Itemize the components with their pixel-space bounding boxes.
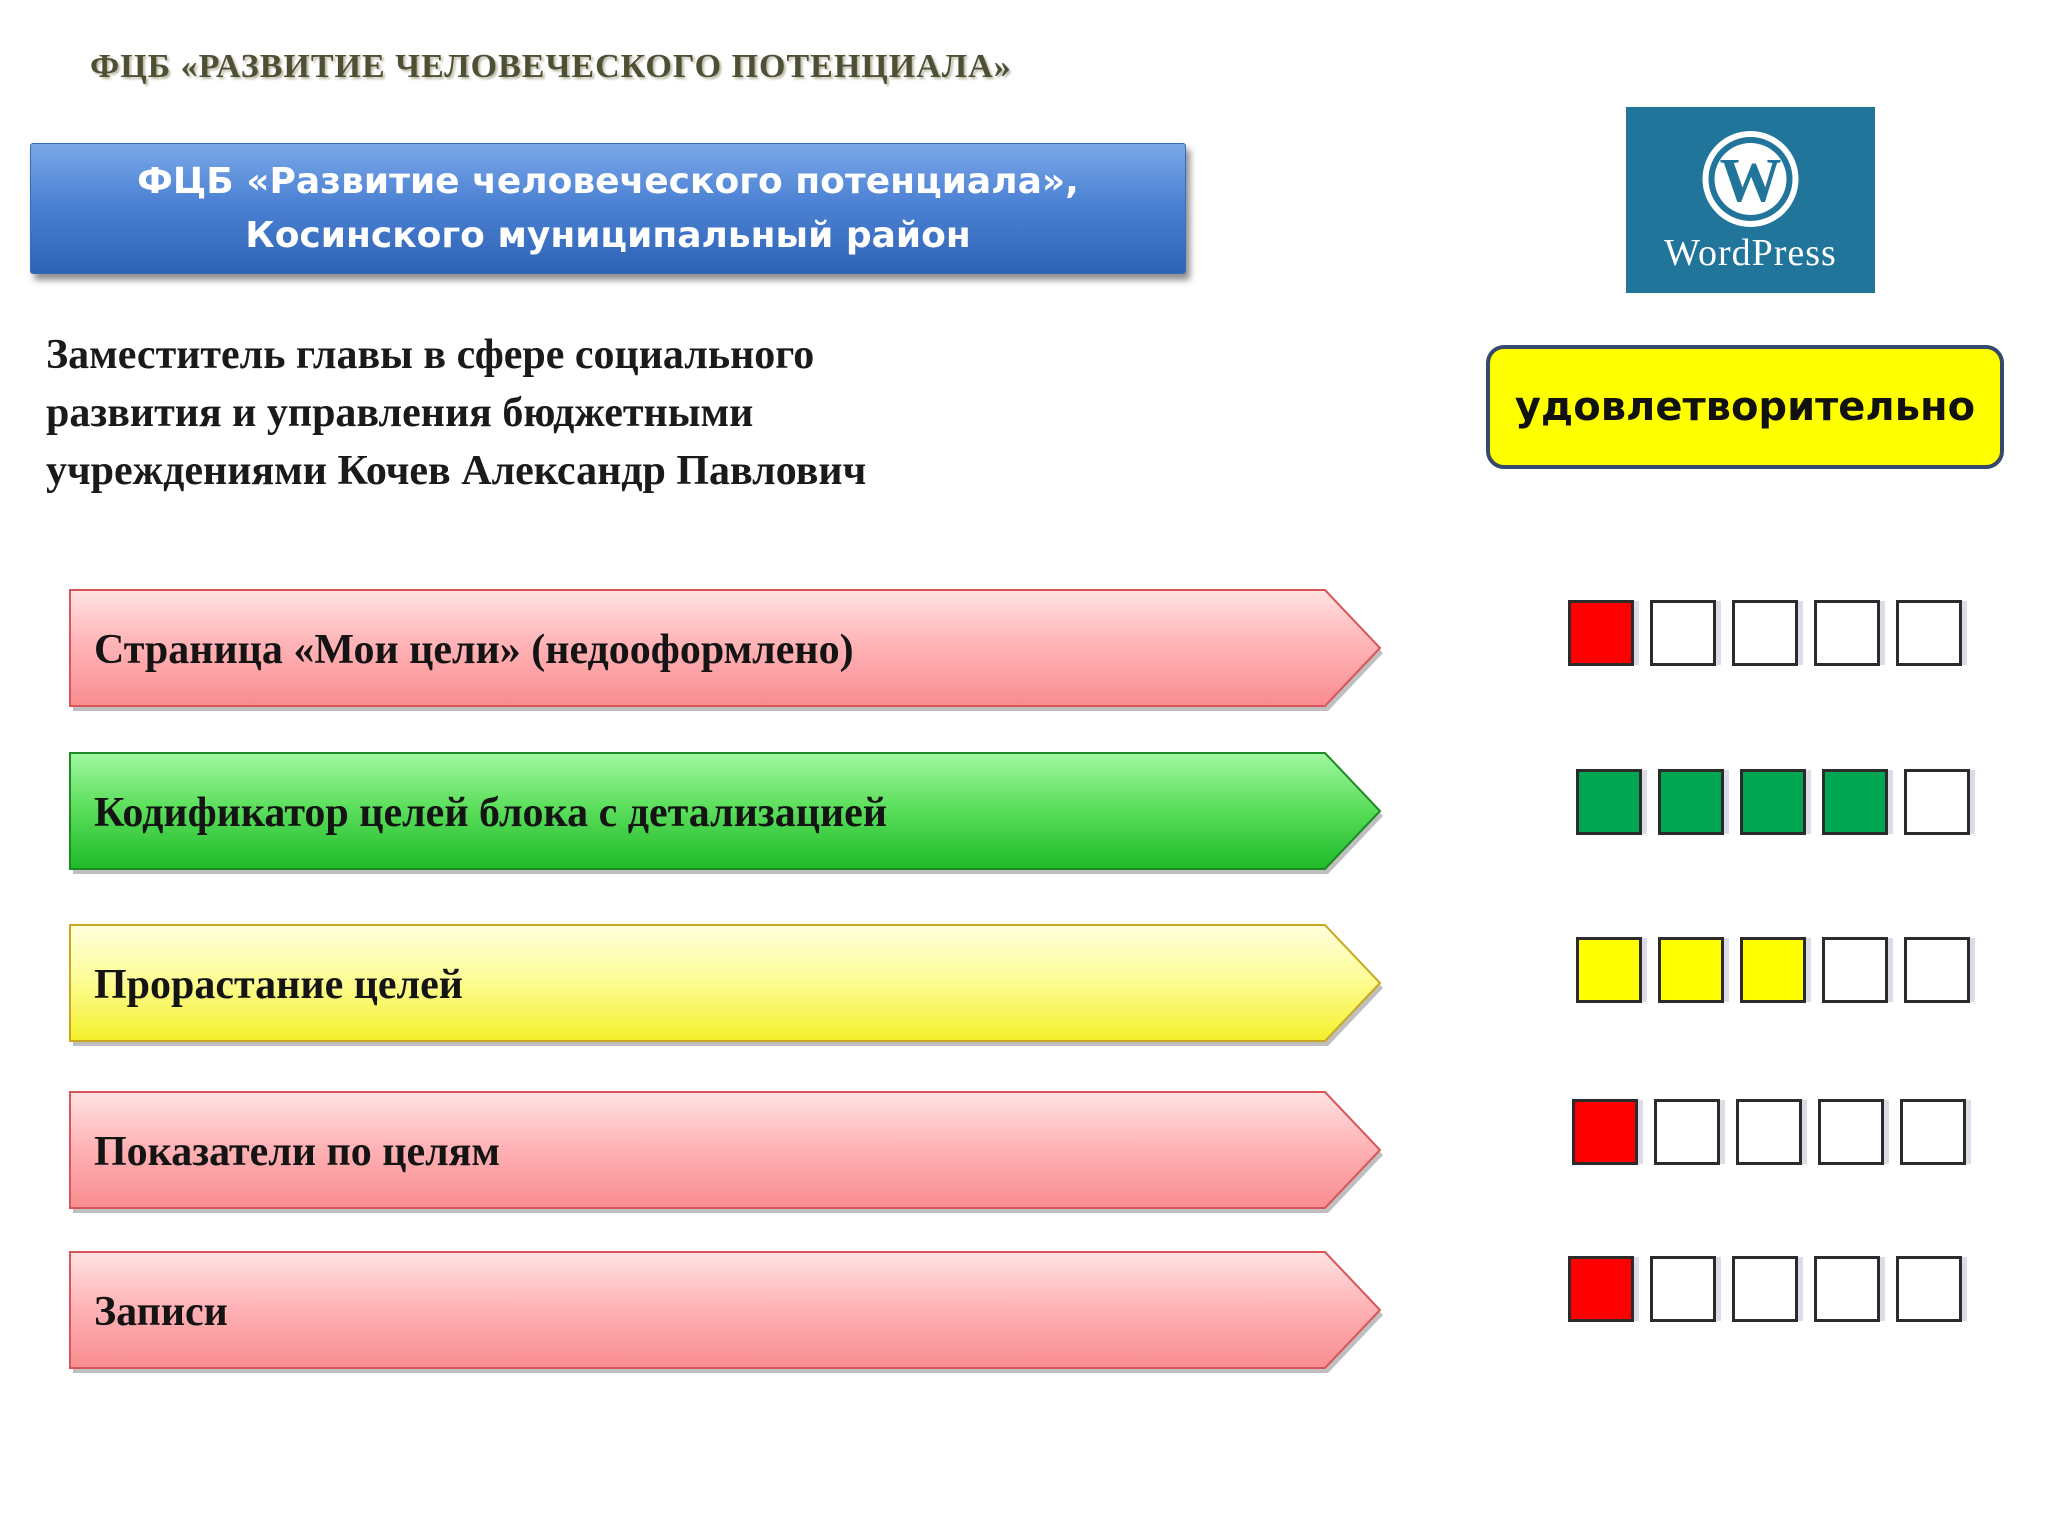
score-box-empty xyxy=(1818,1099,1884,1165)
person-line-1: Заместитель главы в сфере социального xyxy=(46,332,815,378)
page-title: ФЦБ «РАЗВИТИЕ ЧЕЛОВЕЧЕСКОГО ПОТЕНЦИАЛА» xyxy=(90,48,1012,85)
overall-rating-badge: удовлетворительно xyxy=(1486,345,2004,469)
criterion-label: Страница «Мои цели» (недооформлено) xyxy=(94,627,854,673)
score-box-filled xyxy=(1576,937,1642,1003)
score-box-filled xyxy=(1572,1099,1638,1165)
score-box-empty xyxy=(1650,1256,1716,1322)
score-box-empty xyxy=(1896,1256,1962,1322)
wordpress-wordmark: WordPress xyxy=(1664,232,1837,274)
org-banner xyxy=(30,143,1186,274)
criterion-score xyxy=(1576,769,1970,841)
score-box-empty xyxy=(1650,600,1716,666)
score-box-filled xyxy=(1822,769,1888,835)
criterion-arrow xyxy=(70,1252,1382,1372)
arrow-shape xyxy=(70,1252,1382,1376)
score-box-filled xyxy=(1576,769,1642,835)
score-box-empty xyxy=(1814,600,1880,666)
criterion-score xyxy=(1576,937,1970,1009)
score-box-filled xyxy=(1740,769,1806,835)
criterion-score xyxy=(1568,600,1962,672)
score-box-empty xyxy=(1904,769,1970,835)
score-box-filled xyxy=(1658,769,1724,835)
criterion-score xyxy=(1568,1256,1962,1328)
banner-line-2: Косинского муниципальный район xyxy=(245,214,971,256)
criterion-arrow xyxy=(70,1092,1382,1212)
score-box-filled xyxy=(1568,600,1634,666)
responsible-person xyxy=(46,326,1046,500)
criterion-score xyxy=(1572,1099,1966,1171)
criterion-arrow xyxy=(70,925,1382,1045)
wordpress-logo xyxy=(1626,107,1875,293)
criterion-label: Кодификатор целей блока с детализацией xyxy=(94,790,888,836)
score-box-empty xyxy=(1896,600,1962,666)
person-line-2: развития и управления бюджетными xyxy=(46,390,754,436)
score-box-empty xyxy=(1904,937,1970,1003)
criterion-arrow xyxy=(70,590,1382,710)
banner-line-1: ФЦБ «Развитие человеческого потенциала», xyxy=(137,160,1079,202)
score-box-empty xyxy=(1822,937,1888,1003)
criterion-label: Прорастание целей xyxy=(94,962,463,1008)
score-box-filled xyxy=(1740,937,1806,1003)
score-box-empty xyxy=(1732,1256,1798,1322)
criterion-label: Записи xyxy=(94,1289,228,1335)
criterion-arrow xyxy=(70,753,1382,873)
score-box-empty xyxy=(1814,1256,1880,1322)
criterion-label: Показатели по целям xyxy=(94,1129,500,1175)
score-box-empty xyxy=(1736,1099,1802,1165)
score-box-empty xyxy=(1654,1099,1720,1165)
svg-text:W: W xyxy=(1719,147,1782,215)
score-box-filled xyxy=(1568,1256,1634,1322)
score-box-empty xyxy=(1732,600,1798,666)
score-box-empty xyxy=(1900,1099,1966,1165)
score-box-filled xyxy=(1658,937,1724,1003)
person-line-3: учреждениями Кочев Александр Павлович xyxy=(46,448,867,494)
